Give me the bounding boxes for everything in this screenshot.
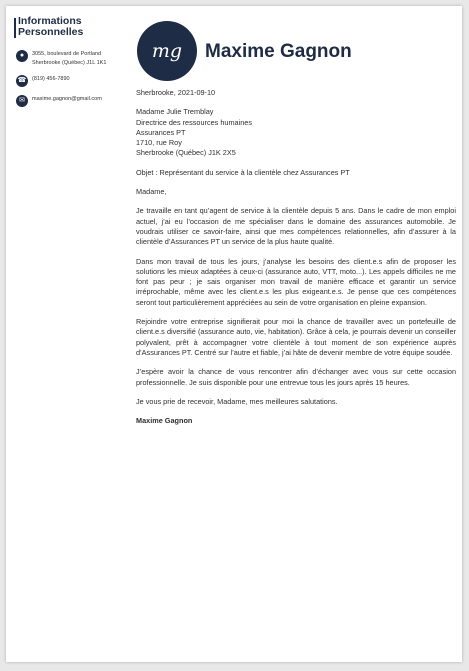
phone-icon: ☎ xyxy=(16,75,28,87)
letter-paragraph-1: Je travaille en tant qu’agent de service à la clientèle depuis 5 ans. Dans le cadre de mon emploi actuel, j’ai eu l’occasion de me spécialiser dans le domaine des assurances automobile. Je voudrais utiliser ce savoir-faire, ainsi que mes compétences relationnelles, afin d’assurer à la clientèle d’Assurances PT un service de la plus haute qualité. xyxy=(136,206,456,247)
location-pin-icon: ● xyxy=(16,50,28,62)
header-name: Maxime Gagnon xyxy=(205,41,352,62)
phone-number: (819) 456-7890 xyxy=(32,76,70,82)
place-date: Sherbrooke, 2021-09-10 xyxy=(136,88,216,97)
sidebar-title-line1: Informations xyxy=(18,15,82,27)
letter-subject: Objet : Représentant du service à la clientèle chez Assurances PT xyxy=(136,167,350,177)
letter-paragraph-2: Dans mon travail de tous les jours, j’analyse les besoins des client.e.s afin de proposer les solutions les mieux adaptées à ceux-ci (assurance auto, VTT, moto...). Les appels difficiles ne me font pas peur ; je sais organiser mon travail de manière efficace et garantir un service irréprochable, même avec les client.e.s les plus exigeant.e.s. Je pense que ces compétences seront tout particulièrement appréciées au sein de votre organisation en pleine expansion. xyxy=(136,256,456,307)
letter-paragraph-3: Rejoindre votre entreprise signifierait pour moi la chance de travailler avec un portefeuille de client.e.s diversifié (assurance auto, vie, habitation). Grâce à cela, je pourrais devenir un conseiller polyvalent, prêt à accompagner votre clientèle à tout moment de son expérience auprès d’Assurances PT. Centré sur l’autre et fiable, j’ai hâte de devenir membre de votre équipe soudée. xyxy=(136,317,456,357)
email-address: maxime.gagnon@gmail.com xyxy=(32,96,102,102)
recipient-block xyxy=(136,107,456,158)
recipient-name: Madame Julie Tremblay xyxy=(136,107,214,117)
recipient-role: Directrice des ressources humaines xyxy=(136,117,252,127)
letter-salutation: Madame, xyxy=(136,187,167,197)
address-line1: 3055, boulevard de Portland xyxy=(32,51,102,57)
sidebar-title xyxy=(18,16,122,38)
sidebar xyxy=(6,6,124,662)
letter-closing: Je vous prie de recevoir, Madame, mes meilleures salutations. xyxy=(136,396,338,406)
letter-page xyxy=(6,6,462,662)
address-line2: Sherbrooke (Québec) J1L 1K1 xyxy=(32,60,107,66)
envelope-icon: ✉ xyxy=(16,95,28,107)
letter-signature: Maxime Gagnon xyxy=(136,416,193,426)
sidebar-title-line2: Personnelles xyxy=(18,26,84,38)
recipient-company: Assurances PT xyxy=(136,127,186,137)
letter-body xyxy=(136,88,456,426)
letter-paragraph-4: J’espère avoir la chance de vous rencontrer afin d’échanger avec vous sur cette occasion professionnelle. Je suis disponible pour une entrevue tous les jours après 15 heures. xyxy=(136,367,456,387)
monogram-logo: mg xyxy=(137,21,197,81)
recipient-city: Sherbrooke (Québec) J1K 2X5 xyxy=(136,148,236,158)
recipient-street: 1710, rue Roy xyxy=(136,138,182,148)
sidebar-title-bar xyxy=(14,18,16,38)
